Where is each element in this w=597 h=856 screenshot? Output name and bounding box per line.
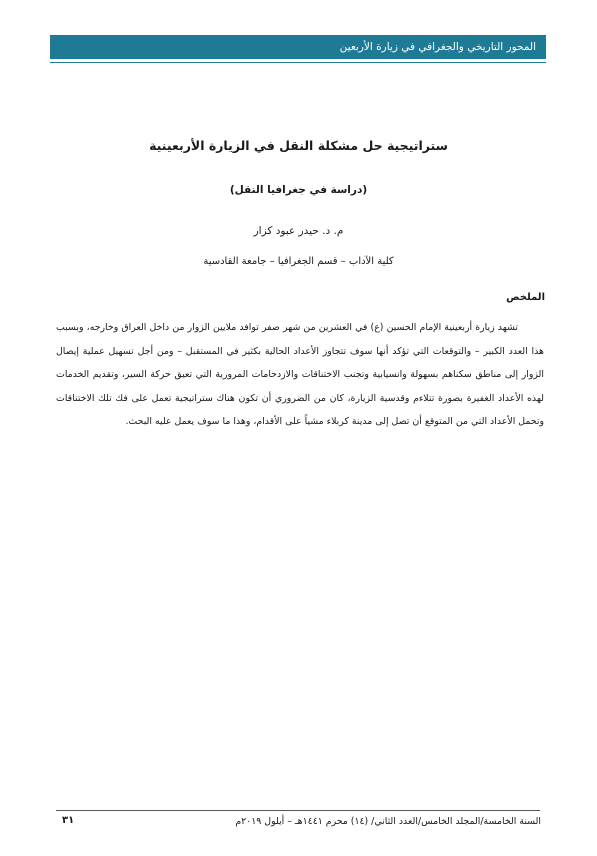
running-header-title: المحور التاريخي والجغرافي في زيارة الأربعين [339,41,536,53]
abstract-heading: الملخص [506,292,545,303]
author-name: م. د. حيدر عبود كزار [253,225,344,237]
page-number: ٣١ [62,815,75,826]
abstract-body: تشهد زيارة أربعينية الإمام الحسين (ع) في العشرين من شهر صفر توافد ملايين الزوار من داخل العراق وخارجه، وبسبب هذا العدد الكبير – والتوقعات التي تؤكد أنها سوف تتجاوز الأعداد الحالية بكثير في المستقبل – ومن أجل تسهيل عملية إيصال الزوار إلى مناطق سكناهم بسهولة وانسيابية وتجنب الاختناقات والازدحامات المرورية التي تعيق حركة السير، وتقديم الخدمات لهذه الأعداد الغفيرة بصورة تتلاءم وقدسية الزيارة، كان من الضروري أن تكون هناك ستراتيجية تعمل على فك تلك الاختناقات وتحمل الأعداد التي من المتوقع أن تصل إلى مدينة كربلاء مشياً على الأقدام، وهذا ما سوف يعمل عليه البحث. [56,322,544,427]
header-divider [50,62,546,63]
footer-divider [56,810,540,811]
footer-citation: السنة الخامسة/المجلد الخامس/العدد الثاني/ (١٤) محرم ١٤٤١هـ – أيلول ٢٠١٩م [235,816,541,827]
paper-title: ستراتيجية حل مشكلة النقل في الزيارة الأربعينية [149,138,448,153]
author-affiliation: كلية الآداب – قسم الجغرافيا – جامعة القادسية [203,256,394,267]
paper-subtitle: (دراسة في جغرافيا النقل) [229,184,368,196]
